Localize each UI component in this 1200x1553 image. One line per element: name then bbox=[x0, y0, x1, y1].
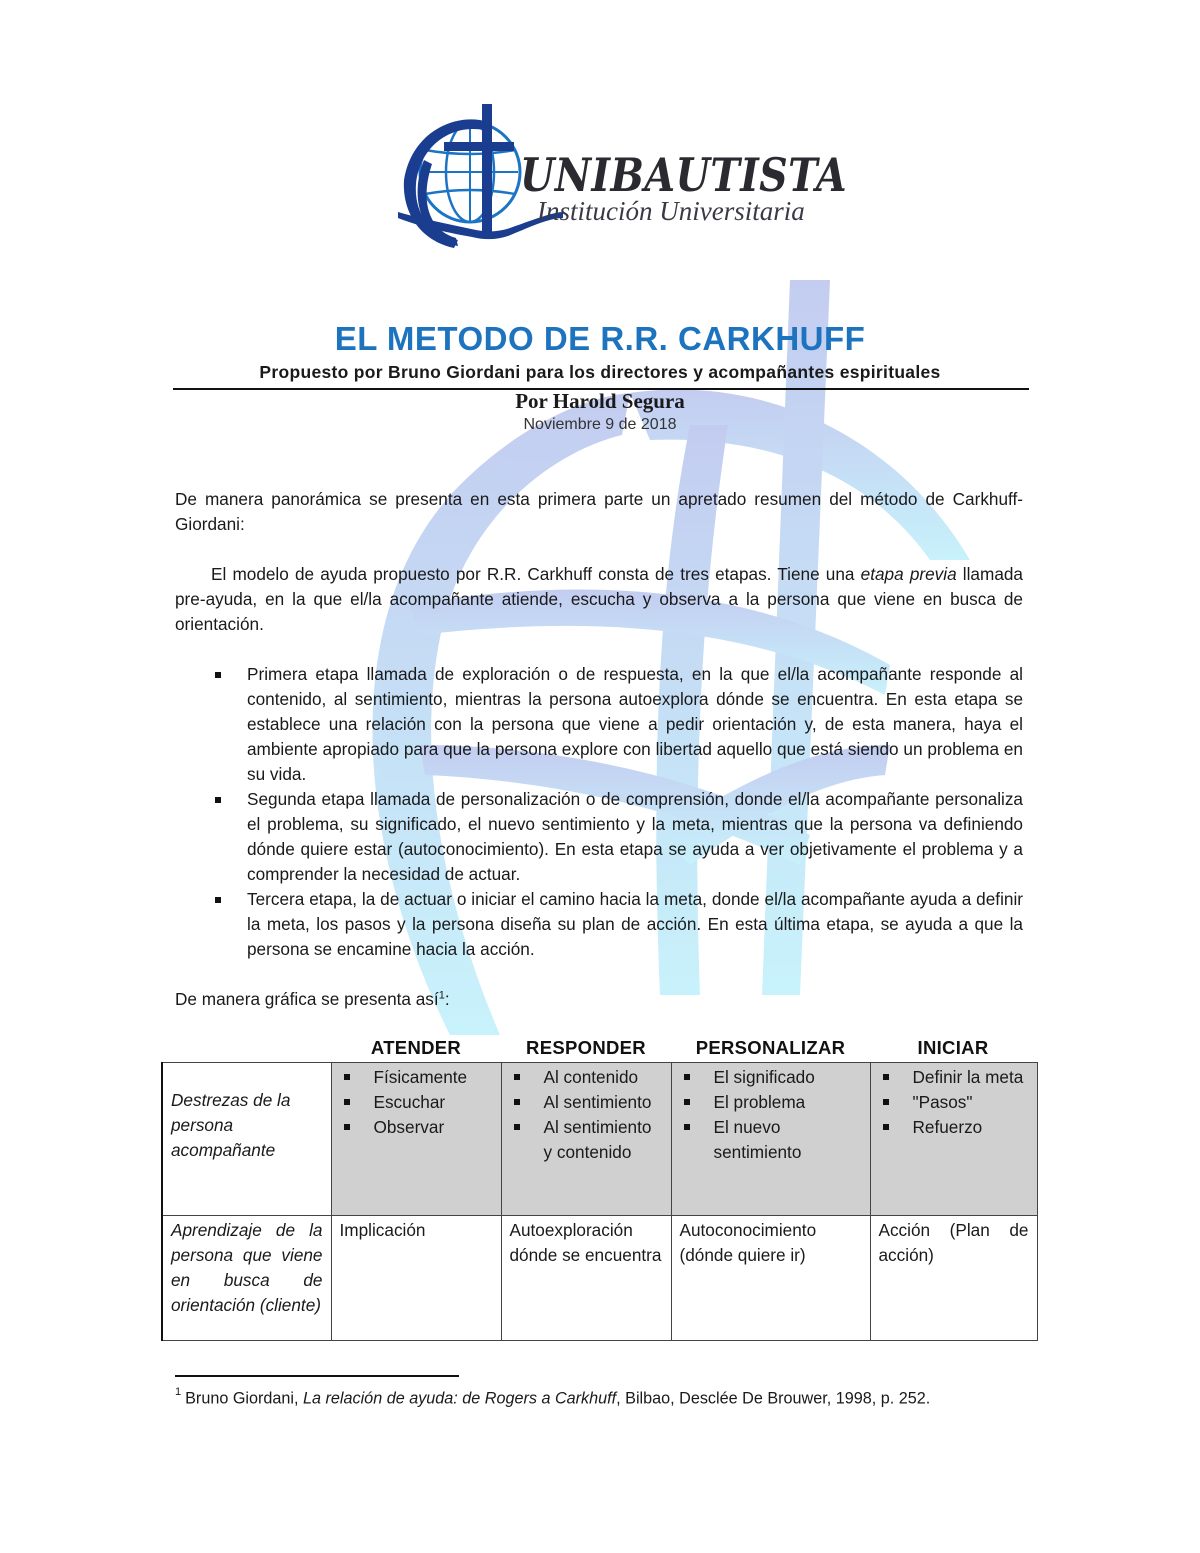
intro-paragraph: De manera panorámica se presenta en esta primera parte un apretado resumen del método de Carkhuff-Giordani: bbox=[175, 489, 1023, 534]
document-subtitle: Propuesto por Bruno Giordani para los directores y acompañantes espirituales bbox=[259, 362, 941, 382]
footnote-text-end: , Bilbao, Desclée De Brouwer, 1998, p. 252. bbox=[616, 1389, 931, 1408]
model-text-italic: etapa previa bbox=[860, 564, 957, 584]
list-item bbox=[510, 1065, 663, 1090]
model-paragraph bbox=[175, 562, 1023, 637]
bullet-square-icon bbox=[514, 1074, 520, 1080]
row-label-aprendizaje: Aprendizaje de la persona que viene en busca de orientación (cliente) bbox=[162, 1216, 331, 1341]
cell-item-text: Observar bbox=[373, 1117, 445, 1137]
list-item bbox=[340, 1065, 493, 1090]
table-cell: Implicación bbox=[331, 1216, 501, 1341]
table-cell: Autoexploración dónde se encuentra bbox=[501, 1216, 671, 1341]
column-header-iniciar: INICIAR bbox=[917, 1037, 989, 1058]
bullet-square-icon bbox=[684, 1124, 690, 1130]
bullet-square-icon bbox=[883, 1124, 889, 1130]
cell-item-text: "Pasos" bbox=[912, 1092, 973, 1112]
cell-item-text: El significado bbox=[713, 1067, 815, 1087]
bullet-square-icon bbox=[344, 1074, 350, 1080]
document-date: Noviembre 9 de 2018 bbox=[523, 416, 677, 433]
bullet-square-icon bbox=[344, 1124, 350, 1130]
stage-text: Primera etapa llamada de exploración o de respuesta, en la que el/la acompañante responde al contenido, al sentimiento, mientras la persona autoexplora dónde se encuentra. En esta etapa se establece una relación con la persona que viene a pedir orientación y, de esta manera, haya el ambiente apropiado para que la persona explore con libertad aquello que está siendo un problema en su vida. bbox=[247, 664, 1023, 784]
table-row bbox=[162, 1063, 1037, 1216]
list-item bbox=[175, 662, 1023, 787]
bullet-square-icon bbox=[514, 1124, 520, 1130]
list-item bbox=[680, 1090, 862, 1115]
cell-item-text: Escuchar bbox=[373, 1092, 446, 1112]
footnote-reference[interactable]: 1 bbox=[438, 989, 445, 1002]
cell-item-text: Al sentimiento bbox=[543, 1092, 652, 1112]
carkhuff-table bbox=[161, 1062, 1038, 1341]
list-item bbox=[510, 1115, 663, 1165]
stage-text: Tercera etapa, la de actuar o iniciar el camino hacia la meta, donde el/la acompañante ayuda a definir la meta, los pasos y la persona diseña su plan de acción. En esta última etapa, se ayuda a que la persona se encamine hacia la acción. bbox=[247, 889, 1023, 959]
bullet-square-icon bbox=[883, 1099, 889, 1105]
footnote bbox=[175, 1388, 930, 1408]
bullet-square-icon bbox=[215, 797, 221, 803]
graphic-intro-text: De manera gráfica se presenta así bbox=[175, 989, 439, 1009]
bullet-square-icon bbox=[215, 897, 221, 903]
list-item bbox=[879, 1115, 1029, 1140]
list-item bbox=[340, 1090, 493, 1115]
list-item bbox=[680, 1065, 862, 1090]
model-text-start: El modelo de ayuda propuesto por R.R. Carkhuff consta de tres etapas. Tiene una bbox=[211, 564, 861, 584]
footnote-divider bbox=[175, 1375, 459, 1377]
cell-item-text: Al contenido bbox=[543, 1067, 639, 1087]
list-item bbox=[510, 1090, 663, 1115]
list-item bbox=[680, 1115, 862, 1165]
footnote-number: 1 bbox=[175, 1386, 182, 1398]
table-cell bbox=[671, 1063, 870, 1216]
row-label-destrezas: Destrezas de la persona acompañante bbox=[162, 1063, 331, 1216]
list-item bbox=[879, 1090, 1029, 1115]
model-text-end: llamada pre-ayuda, en la que el/la acompañante atiende, escucha y observa a la persona que viene en busca de orientación. bbox=[175, 564, 1023, 634]
stage-text: Segunda etapa llamada de personalización o de comprensión, donde el/la acompañante personaliza el problema, su significado, el nuevo sentimiento y la meta, mientras que la persona va definiendo dónde quiere estar (autoconocimiento). En esta etapa se ayuda a ver objetivamente el problema y a comprender la necesidad de actuar. bbox=[247, 789, 1023, 884]
list-item bbox=[879, 1065, 1029, 1090]
table-cell: Acción (Plan de acción) bbox=[870, 1216, 1037, 1341]
bullet-square-icon bbox=[514, 1099, 520, 1105]
stages-list bbox=[175, 662, 1023, 962]
table-cell bbox=[331, 1063, 501, 1216]
table-cell: Autoconocimiento (dónde quiere ir) bbox=[671, 1216, 870, 1341]
cell-item-text: El problema bbox=[713, 1092, 806, 1112]
column-header-atender: ATENDER bbox=[370, 1037, 462, 1058]
table-cell bbox=[870, 1063, 1037, 1216]
document-author: Por Harold Segura bbox=[515, 389, 685, 413]
footnote-text-start: Bruno Giordani, bbox=[185, 1389, 303, 1408]
bullet-square-icon bbox=[344, 1099, 350, 1105]
table-cell bbox=[501, 1063, 671, 1216]
list-item bbox=[340, 1115, 493, 1140]
bullet-square-icon bbox=[684, 1074, 690, 1080]
logo-subtitle: Institución Universitaria bbox=[537, 196, 805, 226]
cell-item-text: Refuerzo bbox=[912, 1117, 983, 1137]
bullet-square-icon bbox=[883, 1074, 889, 1080]
list-item bbox=[175, 887, 1023, 962]
graphic-intro-paragraph bbox=[175, 987, 1023, 1012]
list-item bbox=[175, 787, 1023, 887]
cell-item-text: Físicamente bbox=[373, 1067, 468, 1087]
cell-item-text: Al sentimiento y contenido bbox=[543, 1117, 652, 1162]
column-header-responder: RESPONDER bbox=[526, 1037, 646, 1058]
document-title: EL METODO DE R.R. CARKHUFF bbox=[334, 320, 866, 357]
table-row bbox=[162, 1216, 1037, 1341]
bullet-square-icon bbox=[684, 1099, 690, 1105]
logo-title: UNIBAUTISTA bbox=[520, 148, 848, 202]
column-header-personalizar: PERSONALIZAR bbox=[695, 1037, 846, 1058]
cell-item-text: El nuevo sentimiento bbox=[713, 1117, 802, 1162]
footnote-book-title: La relación de ayuda: de Rogers a Carkhuff bbox=[303, 1389, 617, 1408]
bullet-square-icon bbox=[215, 672, 221, 678]
graphic-intro-colon: : bbox=[444, 989, 450, 1009]
cell-item-text: Definir la meta bbox=[912, 1067, 1024, 1087]
